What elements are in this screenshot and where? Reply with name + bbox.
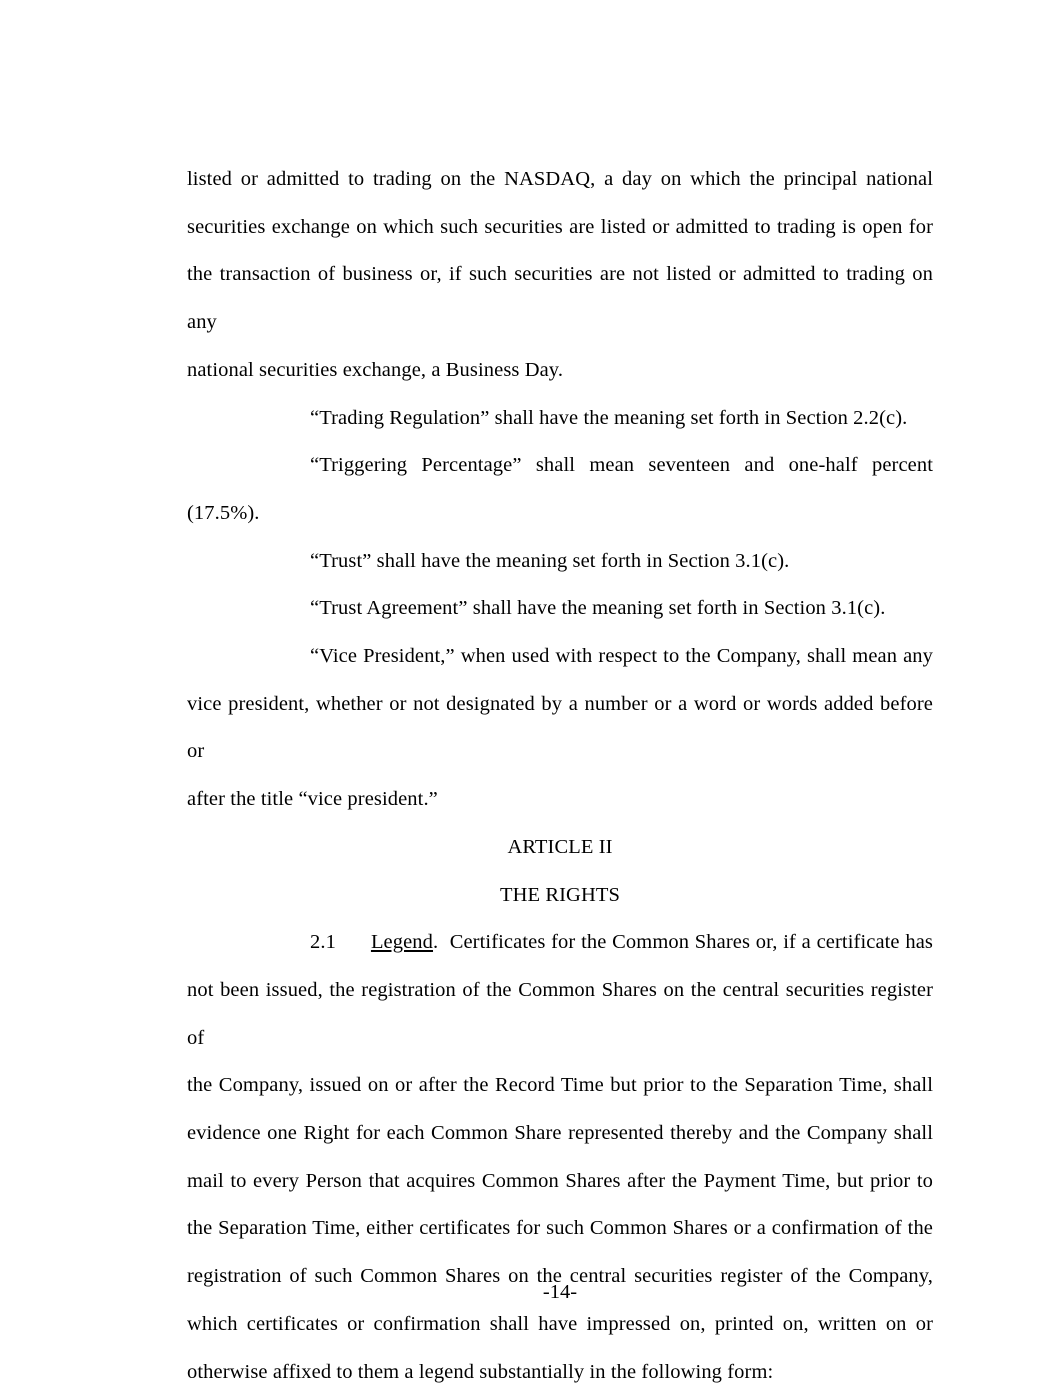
section-2-1-text: . Certificates for the Common Shares or, if a certificate has — [433, 931, 933, 954]
section-2-1-line-1 — [187, 919, 933, 967]
section-number: 2.1 — [310, 931, 336, 954]
para-business-day-line-3: the transaction of business or, if such securities are not listed or admitted to trading on any — [187, 263, 933, 334]
definition-trust: “Trust” shall have the meaning set forth in Section 3.1(c). — [310, 549, 790, 572]
para-business-day-line-2: securities exchange on which such securities are listed or admitted to trading is open for — [187, 215, 933, 238]
section-2-1-line-5: mail to every Person that acquires Common Shares after the Payment Time, but prior to — [187, 1169, 933, 1192]
section-2-1-line-9: otherwise affixed to them a legend substantially in the following form: — [187, 1360, 774, 1383]
section-2-1-line-6: the Separation Time, either certificates for such Common Shares or a confirmation of the — [187, 1217, 933, 1240]
definition-trading-regulation: “Trading Regulation” shall have the meaning set forth in Section 2.2(c). — [310, 406, 908, 429]
section-term-legend: Legend — [370, 931, 434, 954]
definition-triggering-percentage-line-1: “Triggering Percentage” shall mean seventeen and one-half percent — [310, 454, 933, 477]
article-title: THE RIGHTS — [499, 883, 620, 906]
definition-vice-president-line-2: vice president, whether or not designated by a number or a word or words added before or — [187, 692, 933, 763]
article-heading: ARTICLE II — [507, 835, 613, 858]
section-2-1-line-3: the Company, issued on or after the Record Time but prior to the Separation Time, shall — [187, 1074, 933, 1097]
section-2-1-line-4: evidence one Right for each Common Share represented thereby and the Company shall — [187, 1122, 933, 1145]
definition-triggering-percentage-line-2: (17.5%). — [187, 501, 260, 524]
page-number: -14- — [542, 1281, 578, 1303]
definition-vice-president-line-3: after the title “vice president.” — [187, 788, 438, 811]
section-2-1-line-2: not been issued, the registration of the Common Shares on the central securities register of — [187, 978, 933, 1049]
para-business-day-line-4: national securities exchange, a Business Day. — [187, 358, 564, 381]
section-2-1-line-8: which certificates or confirmation shall have impressed on, printed on, written on or — [187, 1312, 933, 1335]
para-business-day-line-1: listed or admitted to trading on the NASDAQ, a day on which the principal national — [187, 168, 933, 190]
definition-trust-agreement: “Trust Agreement” shall have the meaning set forth in Section 3.1(c). — [310, 597, 886, 620]
section-2-1-line-7: registration of such Common Shares on the central securities register of the Company, — [187, 1265, 933, 1288]
document-text — [187, 156, 933, 1396]
definition-vice-president-line-1: “Vice President,” when used with respect to the Company, shall mean any — [310, 645, 933, 668]
